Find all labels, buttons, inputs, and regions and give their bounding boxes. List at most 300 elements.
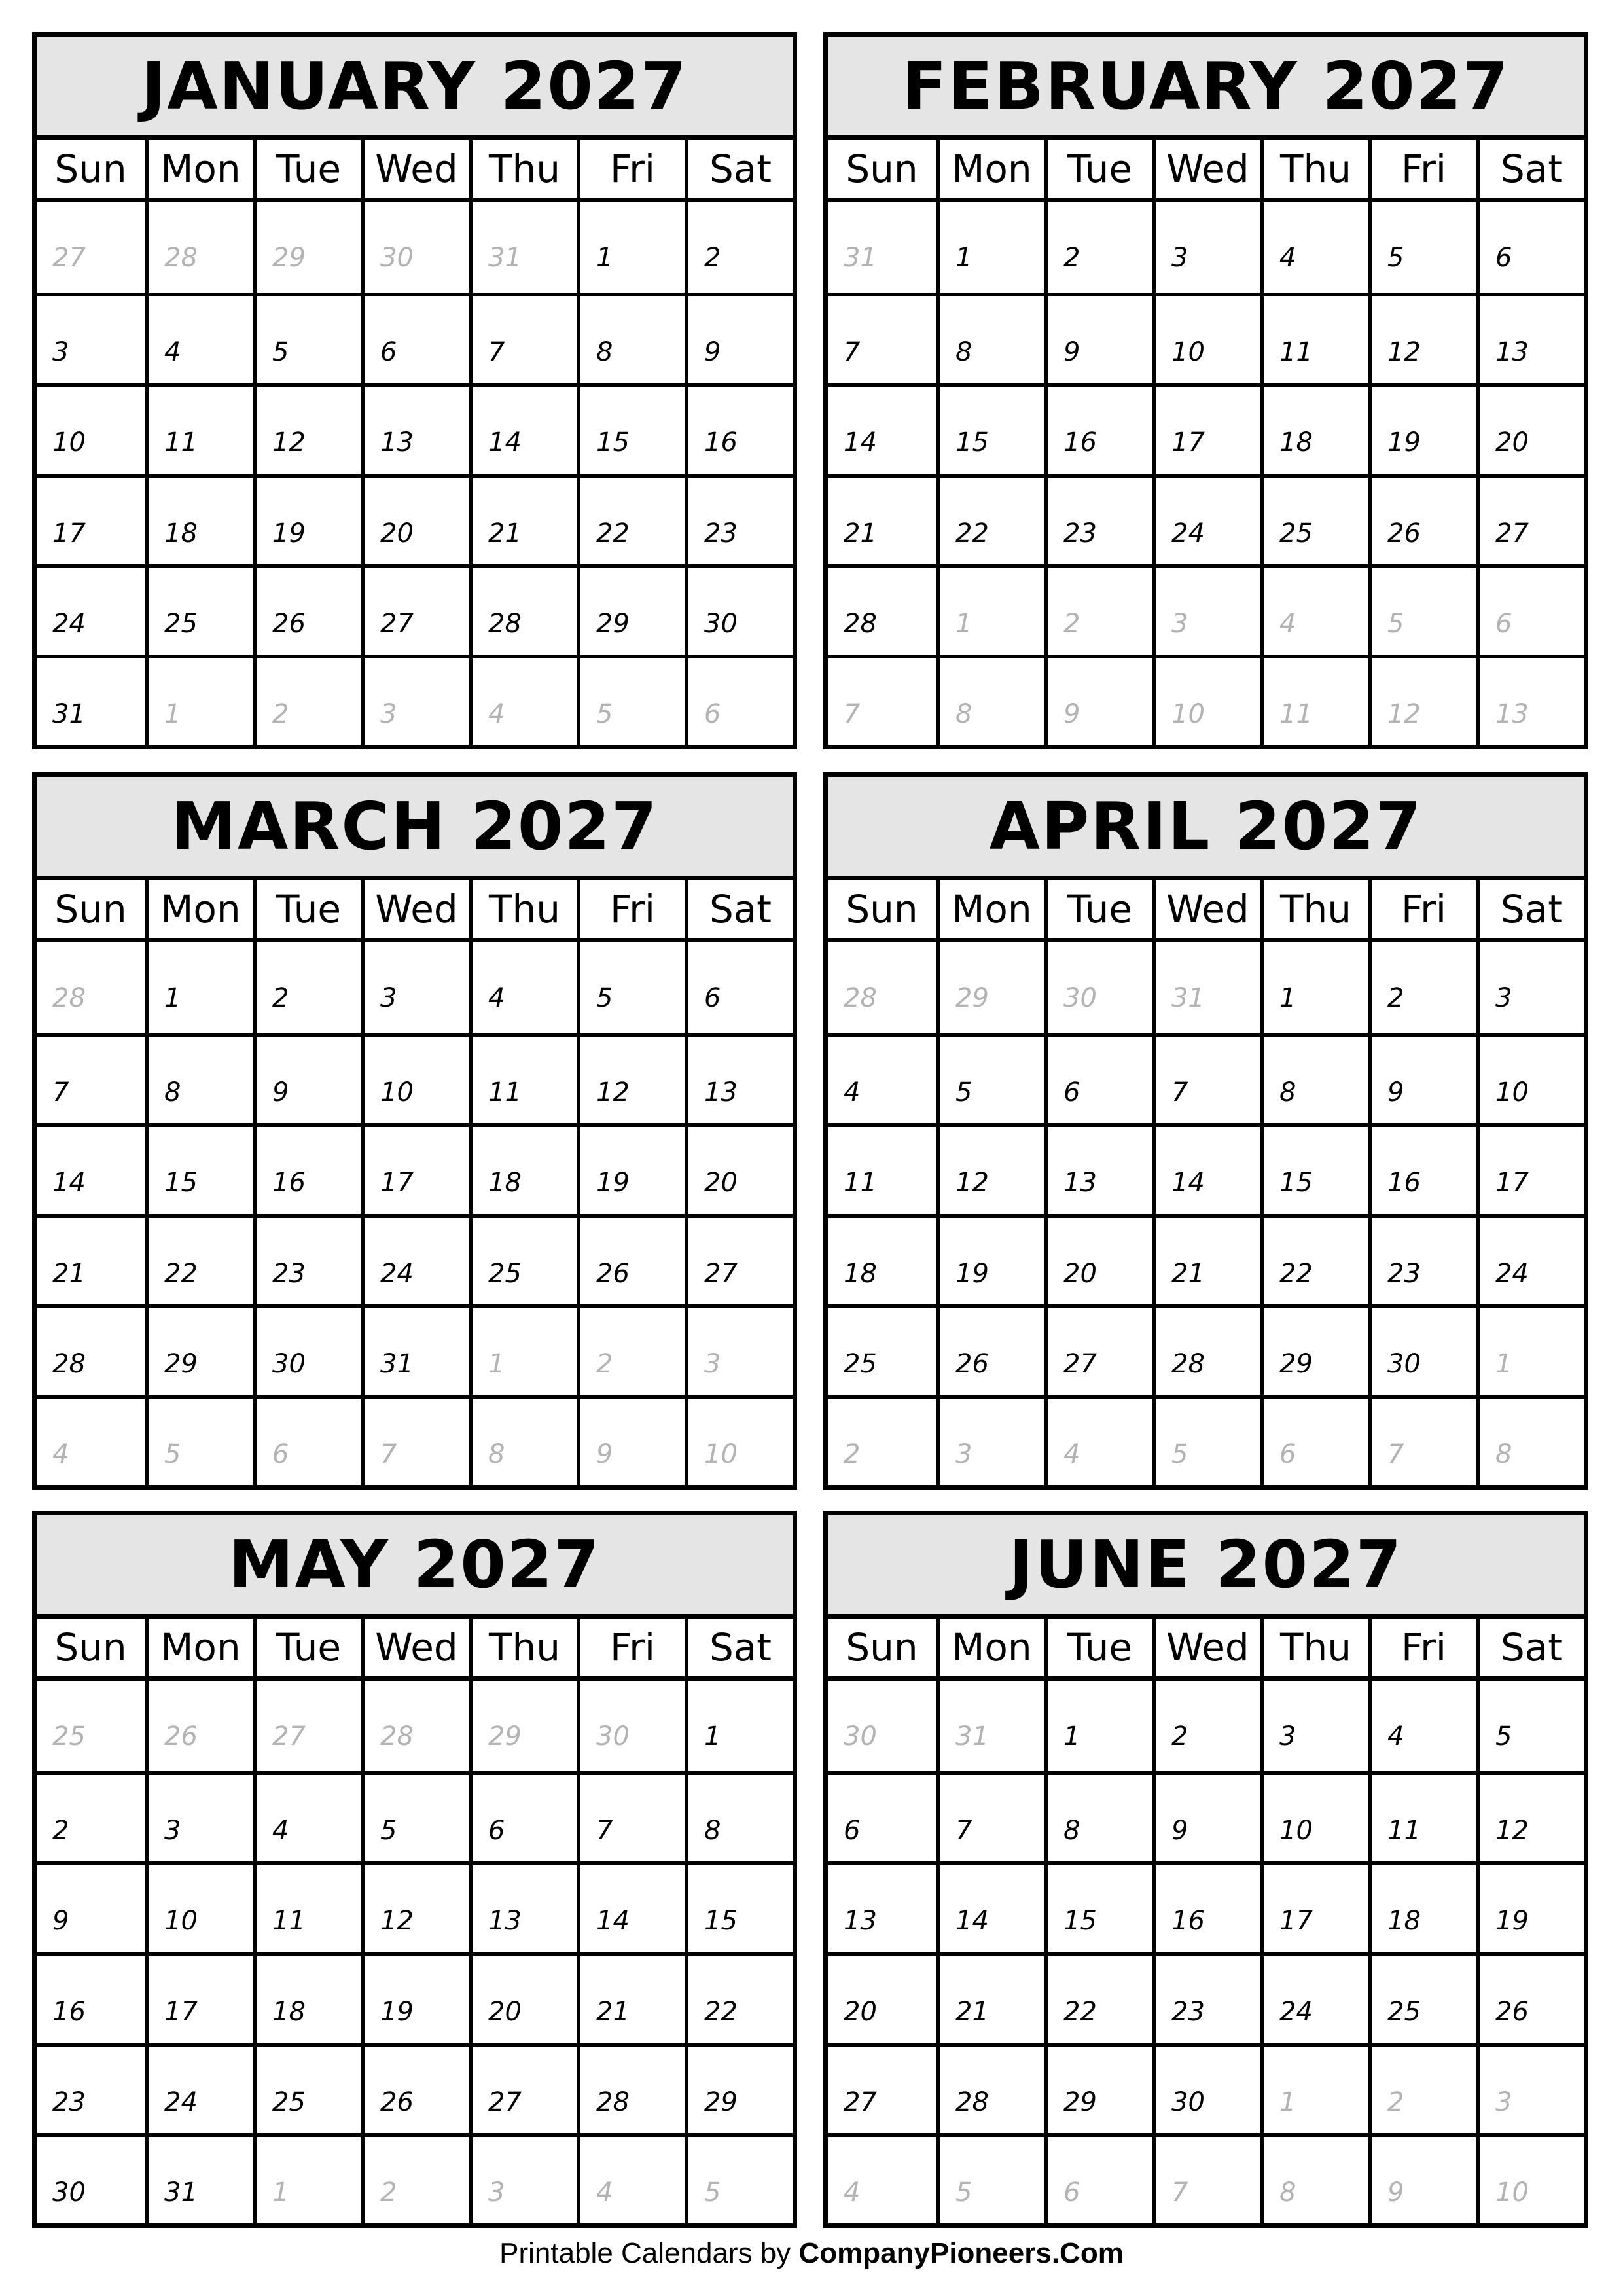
adjacent-month-day-number: 26: [164, 1721, 198, 1751]
day-cell[interactable]: [828, 655, 936, 745]
day-cell[interactable]: [361, 1861, 469, 1952]
day-cell[interactable]: [469, 2043, 577, 2133]
day-cell[interactable]: [577, 1123, 685, 1213]
day-cell[interactable]: [685, 293, 793, 383]
day-cell[interactable]: [361, 202, 469, 293]
day-cell[interactable]: [577, 1861, 685, 1952]
day-cell[interactable]: [253, 383, 361, 473]
day-cell[interactable]: [37, 1395, 145, 1485]
day-cell[interactable]: [469, 474, 577, 564]
day-cell[interactable]: [1476, 474, 1584, 564]
day-cell[interactable]: [685, 1123, 793, 1213]
day-number: 11: [1279, 337, 1313, 368]
day-cell[interactable]: [685, 564, 793, 655]
day-cell[interactable]: [1260, 1395, 1368, 1485]
day-cell[interactable]: [1044, 383, 1152, 473]
weekday-label: Mon: [145, 1619, 253, 1676]
day-number: 22: [704, 1996, 738, 2027]
day-cell[interactable]: [1368, 1861, 1476, 1952]
day-cell[interactable]: [1152, 2133, 1260, 2223]
day-cell[interactable]: [1260, 1123, 1368, 1213]
day-cell[interactable]: [253, 2133, 361, 2223]
day-cell[interactable]: [1368, 655, 1476, 745]
day-cell[interactable]: [145, 655, 253, 745]
day-cell[interactable]: [37, 942, 145, 1033]
adjacent-month-day-number: 10: [1171, 698, 1205, 729]
day-cell[interactable]: [145, 942, 253, 1033]
day-cell[interactable]: [1260, 474, 1368, 564]
day-cell[interactable]: [1476, 2043, 1584, 2133]
day-cell[interactable]: [145, 1304, 253, 1395]
month-calendar: [823, 32, 1588, 749]
day-cell[interactable]: [1260, 1681, 1368, 1771]
day-cell[interactable]: [145, 383, 253, 473]
day-cell[interactable]: [577, 2043, 685, 2133]
adjacent-month-day-number: 5: [704, 2177, 721, 2208]
day-cell[interactable]: [577, 1395, 685, 1485]
adjacent-month-day-number: 4: [52, 1439, 69, 1469]
day-cell[interactable]: [469, 2133, 577, 2223]
day-cell[interactable]: [1152, 2043, 1260, 2133]
day-cell[interactable]: [1476, 202, 1584, 293]
day-cell[interactable]: [253, 202, 361, 293]
day-cell[interactable]: [253, 293, 361, 383]
day-cell[interactable]: [361, 1395, 469, 1485]
day-cell[interactable]: [469, 293, 577, 383]
day-cell[interactable]: [361, 1123, 469, 1213]
day-cell[interactable]: [685, 1952, 793, 2043]
day-cell[interactable]: [361, 293, 469, 383]
day-cell[interactable]: [577, 474, 685, 564]
day-cell[interactable]: [577, 1214, 685, 1304]
adjacent-month-day-number: 2: [596, 1348, 613, 1379]
day-cell[interactable]: [685, 2133, 793, 2223]
day-cell[interactable]: [1368, 1304, 1476, 1395]
day-cell[interactable]: [469, 564, 577, 655]
day-cell[interactable]: [685, 202, 793, 293]
day-cell[interactable]: [145, 1123, 253, 1213]
day-cell[interactable]: [1044, 1771, 1152, 1861]
day-cell[interactable]: [145, 202, 253, 293]
day-cell[interactable]: [37, 564, 145, 655]
weekday-label: Fri: [1368, 880, 1476, 938]
day-cell[interactable]: [1260, 2133, 1368, 2223]
day-cell[interactable]: [253, 1771, 361, 1861]
day-cell[interactable]: [1152, 383, 1260, 473]
day-cell[interactable]: [828, 383, 936, 473]
adjacent-month-day-number: 31: [955, 1721, 989, 1751]
day-cell[interactable]: [1044, 942, 1152, 1033]
day-number: 17: [1495, 1168, 1529, 1198]
day-cell[interactable]: [361, 2133, 469, 2223]
day-cell[interactable]: [936, 202, 1044, 293]
day-cell[interactable]: [1368, 1033, 1476, 1123]
day-cell[interactable]: [685, 1681, 793, 1771]
day-cell[interactable]: [577, 2133, 685, 2223]
day-cell[interactable]: [828, 474, 936, 564]
day-cell[interactable]: [828, 564, 936, 655]
day-number: 24: [380, 1258, 414, 1289]
day-number: 3: [52, 337, 69, 368]
day-cell[interactable]: [1368, 474, 1476, 564]
weekday-label: Thu: [1260, 1619, 1368, 1676]
day-cell[interactable]: [1260, 1952, 1368, 2043]
day-cell[interactable]: [1044, 1952, 1152, 2043]
day-number: 10: [52, 427, 86, 458]
day-cell[interactable]: [1260, 655, 1368, 745]
day-cell[interactable]: [1152, 942, 1260, 1033]
day-cell[interactable]: [1152, 564, 1260, 655]
day-cell[interactable]: [1044, 2133, 1152, 2223]
day-number: 2: [272, 983, 289, 1013]
adjacent-month-day-number: 31: [844, 243, 877, 273]
day-cell[interactable]: [685, 1304, 793, 1395]
day-cell[interactable]: [37, 474, 145, 564]
day-cell[interactable]: [37, 1952, 145, 2043]
day-cell[interactable]: [1044, 293, 1152, 383]
day-cell[interactable]: [361, 2043, 469, 2133]
day-cell[interactable]: [37, 1123, 145, 1213]
day-cell[interactable]: [828, 942, 936, 1033]
day-number: 26: [955, 1348, 989, 1379]
day-cell[interactable]: [469, 1033, 577, 1123]
day-cell[interactable]: [37, 383, 145, 473]
day-cell[interactable]: [828, 1861, 936, 1952]
day-cell[interactable]: [828, 2043, 936, 2133]
day-cell[interactable]: [1152, 1681, 1260, 1771]
day-cell[interactable]: [685, 655, 793, 745]
day-cell[interactable]: [828, 293, 936, 383]
day-cell[interactable]: [577, 1952, 685, 2043]
day-cell[interactable]: [145, 1861, 253, 1952]
day-cell[interactable]: [1152, 293, 1260, 383]
day-cell[interactable]: [253, 1952, 361, 2043]
day-number: 25: [488, 1258, 522, 1289]
day-cell[interactable]: [1368, 1395, 1476, 1485]
day-number: 12: [596, 1077, 630, 1108]
weekday-label: Wed: [1152, 880, 1260, 938]
day-cell[interactable]: [1260, 1861, 1368, 1952]
day-cell[interactable]: [469, 1771, 577, 1861]
day-cell[interactable]: [145, 1952, 253, 2043]
day-cell[interactable]: [37, 2043, 145, 2133]
day-cell[interactable]: [1260, 1304, 1368, 1395]
day-number: 21: [488, 518, 522, 548]
day-number: 8: [704, 1816, 721, 1846]
day-cell[interactable]: [469, 655, 577, 745]
day-cell[interactable]: [685, 942, 793, 1033]
day-cell[interactable]: [469, 1395, 577, 1485]
day-cell[interactable]: [685, 474, 793, 564]
day-cell[interactable]: [577, 383, 685, 473]
day-cell[interactable]: [1368, 1952, 1476, 2043]
day-cell[interactable]: [1260, 942, 1368, 1033]
day-cell[interactable]: [145, 2043, 253, 2133]
day-cell[interactable]: [469, 1861, 577, 1952]
day-cell[interactable]: [828, 1952, 936, 2043]
day-cell[interactable]: [1044, 1681, 1152, 1771]
day-number: 5: [596, 983, 613, 1013]
day-cell[interactable]: [1368, 293, 1476, 383]
day-cell[interactable]: [1044, 474, 1152, 564]
day-cell[interactable]: [1152, 1304, 1260, 1395]
day-cell[interactable]: [361, 1681, 469, 1771]
weekday-header: [37, 880, 793, 942]
day-cell[interactable]: [828, 1771, 936, 1861]
day-cell[interactable]: [1476, 2133, 1584, 2223]
day-cell[interactable]: [253, 1861, 361, 1952]
day-cell[interactable]: [1152, 1952, 1260, 2043]
day-cell[interactable]: [1368, 1771, 1476, 1861]
day-cell[interactable]: [1368, 383, 1476, 473]
day-cell[interactable]: [1476, 1952, 1584, 2043]
day-cell[interactable]: [1476, 1681, 1584, 1771]
day-cell[interactable]: [828, 2133, 936, 2223]
day-cell[interactable]: [1260, 2043, 1368, 2133]
day-cell[interactable]: [1260, 202, 1368, 293]
day-cell[interactable]: [936, 1304, 1044, 1395]
day-cell[interactable]: [1044, 1304, 1152, 1395]
day-cell[interactable]: [936, 564, 1044, 655]
day-cell[interactable]: [145, 1771, 253, 1861]
day-cell[interactable]: [1044, 202, 1152, 293]
day-cell[interactable]: [1044, 1214, 1152, 1304]
day-cell[interactable]: [1368, 1123, 1476, 1213]
day-number: 27: [380, 608, 414, 639]
day-cell[interactable]: [685, 1214, 793, 1304]
day-cell[interactable]: [1044, 1861, 1152, 1952]
day-cell[interactable]: [469, 1952, 577, 2043]
day-cell[interactable]: [577, 293, 685, 383]
day-cell[interactable]: [936, 293, 1044, 383]
day-cell[interactable]: [1260, 1033, 1368, 1123]
day-cell[interactable]: [1476, 1395, 1584, 1485]
day-cell[interactable]: [1152, 1123, 1260, 1213]
day-cell[interactable]: [828, 1123, 936, 1213]
day-cell[interactable]: [828, 1033, 936, 1123]
day-cell[interactable]: [469, 1214, 577, 1304]
day-cell[interactable]: [145, 1214, 253, 1304]
day-cell[interactable]: [936, 1952, 1044, 2043]
day-cell[interactable]: [37, 1681, 145, 1771]
day-cell[interactable]: [685, 383, 793, 473]
day-cell[interactable]: [145, 1681, 253, 1771]
day-cell[interactable]: [37, 293, 145, 383]
day-cell[interactable]: [1476, 1214, 1584, 1304]
day-cell[interactable]: [37, 2133, 145, 2223]
day-number: 12: [272, 427, 306, 458]
day-cell[interactable]: [253, 1214, 361, 1304]
day-cell[interactable]: [253, 655, 361, 745]
day-cell[interactable]: [1368, 2043, 1476, 2133]
day-cell[interactable]: [469, 383, 577, 473]
day-cell[interactable]: [936, 2133, 1044, 2223]
day-cell[interactable]: [469, 1304, 577, 1395]
day-number: 27: [704, 1258, 738, 1289]
day-cell[interactable]: [361, 474, 469, 564]
day-number: 28: [844, 608, 877, 639]
day-cell[interactable]: [1476, 1771, 1584, 1861]
day-cell[interactable]: [577, 564, 685, 655]
day-cell[interactable]: [828, 1304, 936, 1395]
day-cell[interactable]: [828, 202, 936, 293]
day-cell[interactable]: [469, 202, 577, 293]
day-cell[interactable]: [253, 1033, 361, 1123]
day-cell[interactable]: [361, 942, 469, 1033]
day-cell[interactable]: [685, 1033, 793, 1123]
day-cell[interactable]: [145, 474, 253, 564]
day-cell[interactable]: [253, 1304, 361, 1395]
day-cell[interactable]: [253, 1395, 361, 1485]
day-cell[interactable]: [361, 655, 469, 745]
day-number: 21: [955, 1996, 989, 2027]
day-cell[interactable]: [253, 942, 361, 1033]
day-cell[interactable]: [361, 1033, 469, 1123]
day-number: 4: [272, 1816, 289, 1846]
day-cell[interactable]: [253, 2043, 361, 2133]
day-cell[interactable]: [1260, 1214, 1368, 1304]
day-cell[interactable]: [936, 2043, 1044, 2133]
day-cell[interactable]: [577, 1771, 685, 1861]
day-cell[interactable]: [1152, 474, 1260, 564]
day-number: 7: [52, 1077, 69, 1108]
day-cell[interactable]: [1044, 1123, 1152, 1213]
day-cell[interactable]: [936, 1395, 1044, 1485]
day-cell[interactable]: [936, 1214, 1044, 1304]
weekday-label: Wed: [361, 1619, 469, 1676]
day-cell[interactable]: [145, 564, 253, 655]
day-number: 27: [844, 2087, 877, 2117]
day-number: 9: [1063, 337, 1080, 368]
day-cell[interactable]: [469, 1123, 577, 1213]
day-cell[interactable]: [37, 202, 145, 293]
day-cell[interactable]: [1152, 1033, 1260, 1123]
day-cell[interactable]: [1260, 1771, 1368, 1861]
day-cell[interactable]: [1368, 1214, 1476, 1304]
day-cell[interactable]: [1260, 293, 1368, 383]
day-cell[interactable]: [253, 474, 361, 564]
day-cell[interactable]: [145, 293, 253, 383]
day-cell[interactable]: [253, 1123, 361, 1213]
day-cell[interactable]: [1152, 1771, 1260, 1861]
day-cell[interactable]: [469, 942, 577, 1033]
day-cell[interactable]: [37, 1214, 145, 1304]
day-cell[interactable]: [1044, 655, 1152, 745]
day-cell[interactable]: [828, 1681, 936, 1771]
day-cell[interactable]: [828, 1395, 936, 1485]
day-cell[interactable]: [1368, 1681, 1476, 1771]
day-cell[interactable]: [1476, 1033, 1584, 1123]
day-cell[interactable]: [936, 1861, 1044, 1952]
adjacent-month-day-number: 6: [704, 698, 721, 729]
footer-credit: [0, 2237, 1623, 2270]
day-cell[interactable]: [37, 1304, 145, 1395]
day-cell[interactable]: [145, 1395, 253, 1485]
day-cell[interactable]: [577, 655, 685, 745]
day-cell[interactable]: [1476, 564, 1584, 655]
day-cell[interactable]: [685, 1861, 793, 1952]
day-cell[interactable]: [361, 1771, 469, 1861]
day-cell[interactable]: [1260, 564, 1368, 655]
day-cell[interactable]: [253, 564, 361, 655]
day-cell[interactable]: [936, 942, 1044, 1033]
day-cell[interactable]: [936, 383, 1044, 473]
day-cell[interactable]: [936, 1771, 1044, 1861]
day-cell[interactable]: [1152, 1395, 1260, 1485]
day-cell[interactable]: [1152, 1214, 1260, 1304]
day-cell[interactable]: [253, 1681, 361, 1771]
day-cell[interactable]: [1044, 564, 1152, 655]
day-cell[interactable]: [1152, 655, 1260, 745]
footer-prefix: Printable Calendars by: [499, 2237, 799, 2269]
day-cell[interactable]: [685, 1395, 793, 1485]
day-cell[interactable]: [1152, 1861, 1260, 1952]
day-cell[interactable]: [37, 1861, 145, 1952]
day-cell[interactable]: [1368, 202, 1476, 293]
day-cell[interactable]: [577, 1033, 685, 1123]
day-cell[interactable]: [936, 1033, 1044, 1123]
day-number: 23: [1387, 1258, 1421, 1289]
day-number: 12: [380, 1906, 414, 1937]
day-cell[interactable]: [577, 202, 685, 293]
day-cell[interactable]: [1368, 564, 1476, 655]
day-cell[interactable]: [361, 564, 469, 655]
day-cell[interactable]: [37, 655, 145, 745]
day-cell[interactable]: [145, 1033, 253, 1123]
day-cell[interactable]: [936, 1681, 1044, 1771]
day-cell[interactable]: [936, 1123, 1044, 1213]
day-cell[interactable]: [361, 1214, 469, 1304]
adjacent-month-day-number: 4: [488, 698, 505, 729]
day-cell[interactable]: [145, 2133, 253, 2223]
day-cell[interactable]: [1476, 1861, 1584, 1952]
day-cell[interactable]: [577, 1304, 685, 1395]
day-cell[interactable]: [936, 474, 1044, 564]
day-number: 22: [1063, 1996, 1097, 2027]
day-cell[interactable]: [1476, 655, 1584, 745]
day-cell[interactable]: [577, 1681, 685, 1771]
day-number: 10: [1495, 1077, 1529, 1108]
day-cell[interactable]: [1152, 202, 1260, 293]
day-cell[interactable]: [1476, 1123, 1584, 1213]
day-cell[interactable]: [361, 383, 469, 473]
day-cell[interactable]: [1044, 1395, 1152, 1485]
day-number: 24: [52, 608, 86, 639]
day-cell[interactable]: [685, 2043, 793, 2133]
day-cell[interactable]: [361, 1952, 469, 2043]
day-cell[interactable]: [37, 1033, 145, 1123]
day-cell[interactable]: [828, 1214, 936, 1304]
day-cell[interactable]: [1476, 383, 1584, 473]
day-cell[interactable]: [1368, 2133, 1476, 2223]
day-cell[interactable]: [469, 1681, 577, 1771]
day-number: 14: [844, 427, 877, 458]
day-cell[interactable]: [1476, 293, 1584, 383]
day-cell[interactable]: [936, 655, 1044, 745]
day-cell[interactable]: [577, 942, 685, 1033]
day-cell[interactable]: [1368, 942, 1476, 1033]
day-cell[interactable]: [1260, 383, 1368, 473]
adjacent-month-day-number: 31: [488, 243, 522, 273]
day-cell[interactable]: [361, 1304, 469, 1395]
day-cell[interactable]: [37, 1771, 145, 1861]
day-cell[interactable]: [1044, 1033, 1152, 1123]
day-cell[interactable]: [685, 1771, 793, 1861]
day-cell[interactable]: [1044, 2043, 1152, 2133]
day-cell[interactable]: [1476, 1304, 1584, 1395]
adjacent-month-day-number: 30: [596, 1721, 630, 1751]
day-cell[interactable]: [1476, 942, 1584, 1033]
